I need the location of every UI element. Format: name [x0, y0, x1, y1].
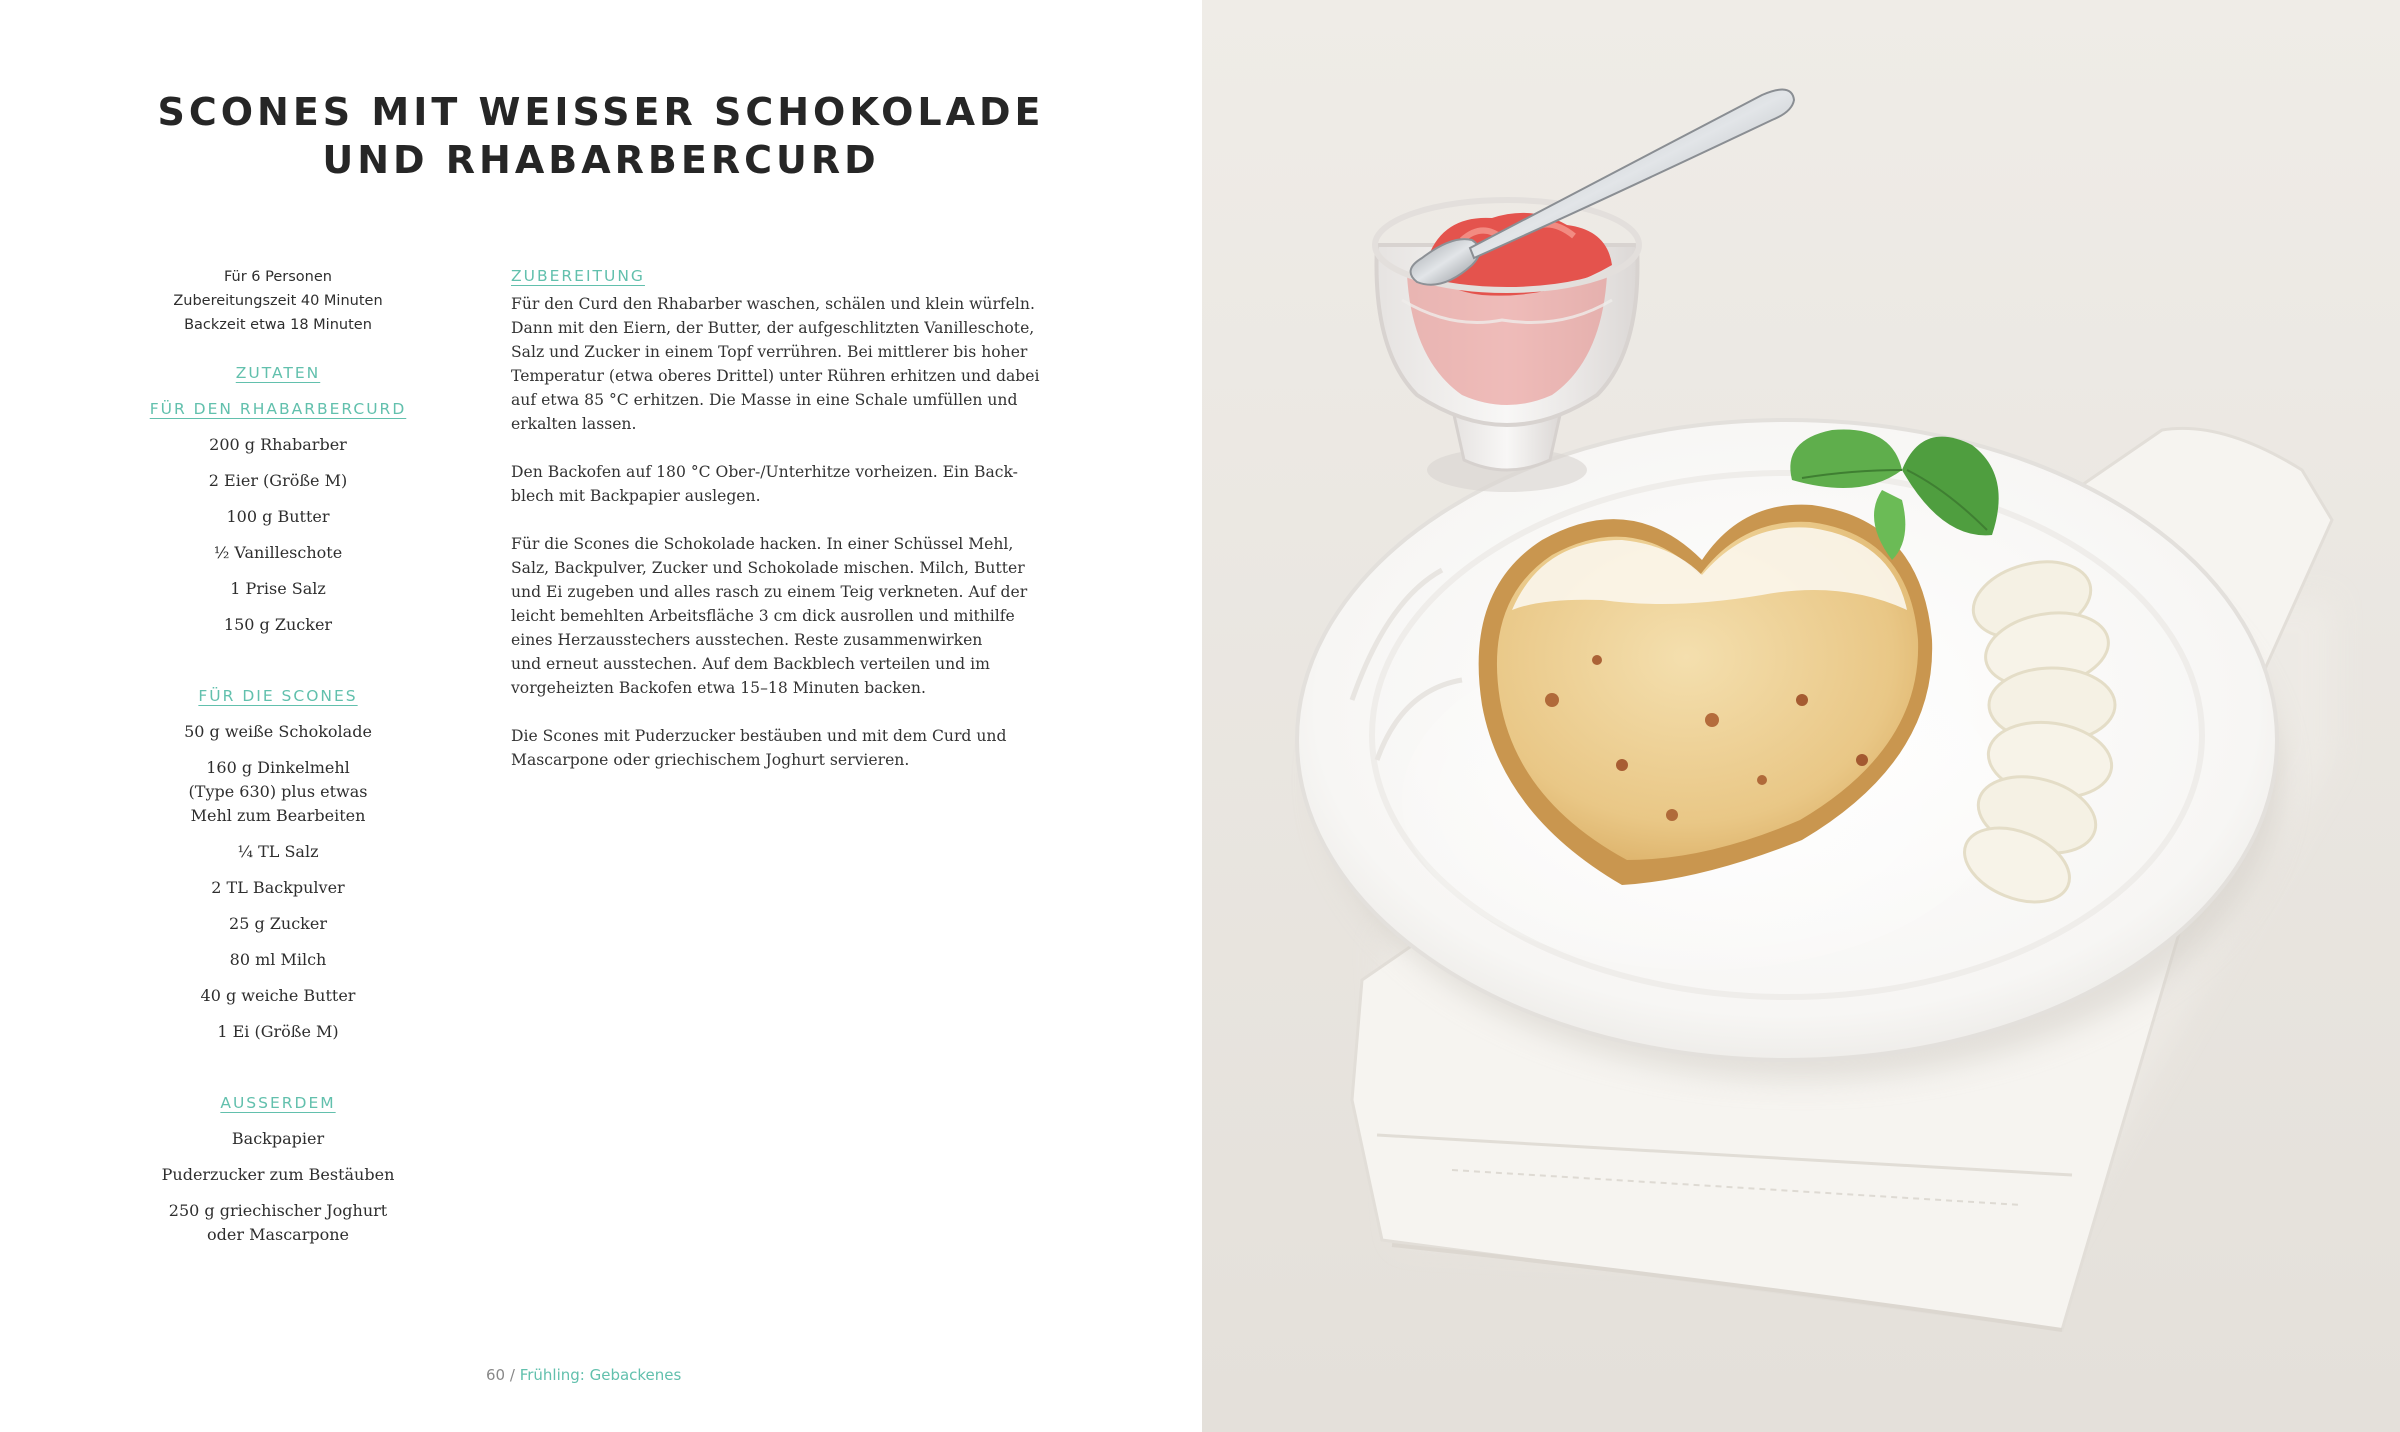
ingredients-heading: ZUTATEN — [235, 364, 321, 382]
ingredient-item: 1 Prise Salz — [230, 579, 326, 598]
preparation-step: Die Scones mit Puderzucker bestäuben und mit dem Curd und Mascarpone oder griechischem Joghurt servieren. — [511, 727, 1007, 769]
curd-ingredient-list — [110, 433, 446, 637]
preparation-heading: ZUBEREITUNG — [511, 267, 645, 285]
footer-section-name: Frühling: Gebackenes — [519, 1366, 682, 1384]
scones-heading: FÜR DIE SCONES — [198, 687, 358, 705]
ingredient-item: 160 g Dinkelmehl (Type 630) plus etwas Mehl zum Bearbeiten — [188, 758, 368, 825]
ingredient-item: 200 g Rhabarber — [209, 435, 347, 454]
prep-time: Zubereitungszeit 40 Minuten — [173, 293, 383, 309]
ingredient-item: 40 g weiche Butter — [200, 986, 356, 1005]
preparation-column — [511, 264, 1086, 796]
page-number: 60 — [486, 1366, 506, 1384]
servings: Für 6 Personen — [224, 269, 332, 285]
recipe-title-line-1: SCONES MIT WEISSER SCHOKOLADE — [157, 90, 1045, 134]
ingredient-item: Puderzucker zum Bestäuben — [161, 1165, 395, 1184]
bake-time: Backzeit etwa 18 Minuten — [184, 317, 372, 333]
extra-ingredient-list — [110, 1127, 446, 1247]
ingredients-column — [110, 265, 446, 1247]
ingredient-item: 1 Ei (Größe M) — [217, 1022, 339, 1041]
preparation-step: Für die Scones die Schokolade hacken. In einer Schüssel Mehl, Salz, Backpulver, Zucker und Schokolade mischen. Milch, Butter und Ei zugeben und alles rasch zu einem Teig verkneten. Auf der leicht bemehlten Arbeitsfläche 3 cm dick ausrollen und mithilfe eines Herzausstechers ausstechen. Reste zusammenwirken und erneut ausstechen. Auf dem Backblech verteilen und im vorgeheizten Backofen etwa 15–18 Minuten backen. — [511, 535, 1028, 697]
food-photo — [1202, 0, 2400, 1432]
recipe-title — [0, 88, 1202, 184]
page-footer — [486, 1366, 681, 1384]
ingredient-item: 2 Eier (Größe M) — [208, 471, 348, 490]
curd-heading: FÜR DEN RHABARBERCURD — [149, 400, 407, 418]
ingredient-item: 100 g Butter — [226, 507, 330, 526]
scones-ingredient-list — [110, 720, 446, 1044]
preparation-step: Für den Curd den Rhabarber waschen, schälen und klein würfeln. Dann mit den Eiern, der Butter, der aufgeschlitzten Vanilleschote, Salz und Zucker in einem Topf verrühren. Bei mittlerer bis hoher Temperatur (etwa oberes Drittel) unter Rühren erhitzen und dabei auf etwa 85 °C erhitzen. Die Masse in eine Schale umfüllen und erkalten lassen. — [511, 295, 1040, 433]
ingredient-item: 80 ml Milch — [229, 950, 327, 969]
ingredient-item: 150 g Zucker — [223, 615, 333, 634]
extra-heading: AUSSERDEM — [220, 1094, 336, 1112]
ingredient-item: ½ Vanilleschote — [213, 543, 343, 562]
footer-separator: / — [505, 1366, 520, 1384]
ingredient-item: 50 g weiße Schokolade — [184, 722, 372, 741]
recipe-meta — [110, 265, 446, 337]
ingredient-item: 250 g griechischer Joghurt oder Mascarpone — [168, 1201, 388, 1244]
ingredient-item: Backpapier — [231, 1129, 325, 1148]
recipe-title-line-2: UND RHABARBERCURD — [322, 138, 880, 182]
ingredient-item: 25 g Zucker — [229, 914, 327, 933]
ingredient-item: ¼ TL Salz — [237, 842, 319, 861]
preparation-step: Den Backofen auf 180 °C Ober-/Unterhitze vorheizen. Ein Back- blech mit Backpapier auslegen. — [511, 463, 1018, 505]
ingredient-item: 2 TL Backpulver — [211, 878, 345, 897]
